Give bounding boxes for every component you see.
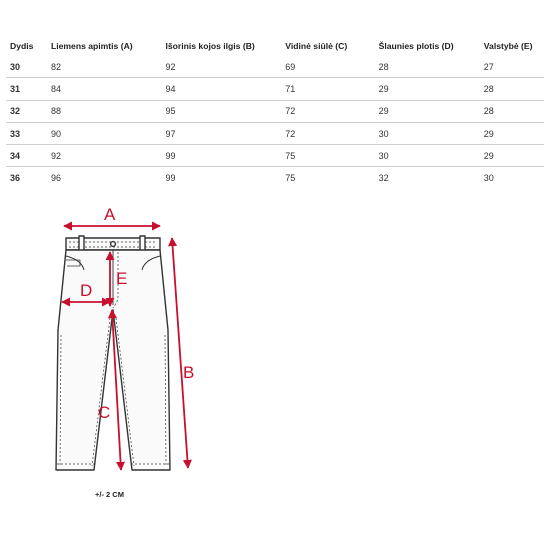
cell-rise: 28 xyxy=(483,83,494,94)
cell-rise: 28 xyxy=(483,106,494,117)
cell-thigh: 29 xyxy=(378,106,389,117)
cell-outer-leg: 99 xyxy=(165,150,176,161)
cell-waist: 88 xyxy=(51,106,62,117)
cell-thigh: 30 xyxy=(378,128,389,139)
cell-waist: 96 xyxy=(51,173,62,184)
table-row xyxy=(6,100,544,122)
header-outer-leg: Išorinis kojos ilgis (B) xyxy=(165,41,255,51)
header-inseam: Vidinė siūlė (C) xyxy=(285,41,348,51)
label-c: C xyxy=(98,403,111,422)
cell-outer-leg: 95 xyxy=(165,106,176,117)
table-row xyxy=(6,122,544,144)
cell-waist: 90 xyxy=(51,128,62,139)
cell-rise: 30 xyxy=(483,173,494,184)
cell-thigh: 29 xyxy=(378,83,389,94)
label-b: B xyxy=(183,363,195,382)
label-e: E xyxy=(116,269,128,288)
cell-inseam: 69 xyxy=(285,61,296,72)
cell-thigh: 32 xyxy=(378,173,389,184)
cell-inseam: 72 xyxy=(285,128,296,139)
cell-thigh: 30 xyxy=(378,150,389,161)
table-row xyxy=(6,56,544,78)
cell-size: 33 xyxy=(10,128,21,139)
cell-rise: 29 xyxy=(483,150,494,161)
tolerance-note: +/- 2 CM xyxy=(95,490,124,499)
cell-inseam: 71 xyxy=(285,83,296,94)
cell-inseam: 75 xyxy=(285,150,296,161)
cell-size: 30 xyxy=(10,61,21,72)
cell-size: 31 xyxy=(10,83,21,94)
cell-inseam: 75 xyxy=(285,173,296,184)
cell-rise: 29 xyxy=(483,128,494,139)
cell-outer-leg: 97 xyxy=(165,128,176,139)
cell-waist: 92 xyxy=(51,150,62,161)
label-a: A xyxy=(104,205,116,224)
table-header-row xyxy=(6,36,544,56)
header-thigh: Šlaunies plotis (D) xyxy=(378,41,454,51)
cell-waist: 84 xyxy=(51,83,62,94)
header-size: Dydis xyxy=(10,41,34,51)
arrow-b xyxy=(172,238,188,468)
pants-measurement-diagram xyxy=(0,200,260,510)
table-row xyxy=(6,145,544,167)
cell-outer-leg: 99 xyxy=(165,173,176,184)
cell-waist: 82 xyxy=(51,61,62,72)
cell-outer-leg: 92 xyxy=(165,61,176,72)
header-rise: Valstybė (E) xyxy=(483,41,533,51)
label-d: D xyxy=(80,281,93,300)
size-table xyxy=(6,36,544,189)
cell-inseam: 72 xyxy=(285,106,296,117)
cell-rise: 27 xyxy=(483,61,494,72)
table-row xyxy=(6,78,544,100)
table-row xyxy=(6,167,544,189)
cell-size: 34 xyxy=(10,150,21,161)
cell-size: 36 xyxy=(10,173,21,184)
pants-outline-icon xyxy=(56,236,170,470)
header-waist: Liemens apimtis (A) xyxy=(51,41,133,51)
cell-outer-leg: 94 xyxy=(165,83,176,94)
cell-size: 32 xyxy=(10,106,21,117)
cell-thigh: 28 xyxy=(378,61,389,72)
